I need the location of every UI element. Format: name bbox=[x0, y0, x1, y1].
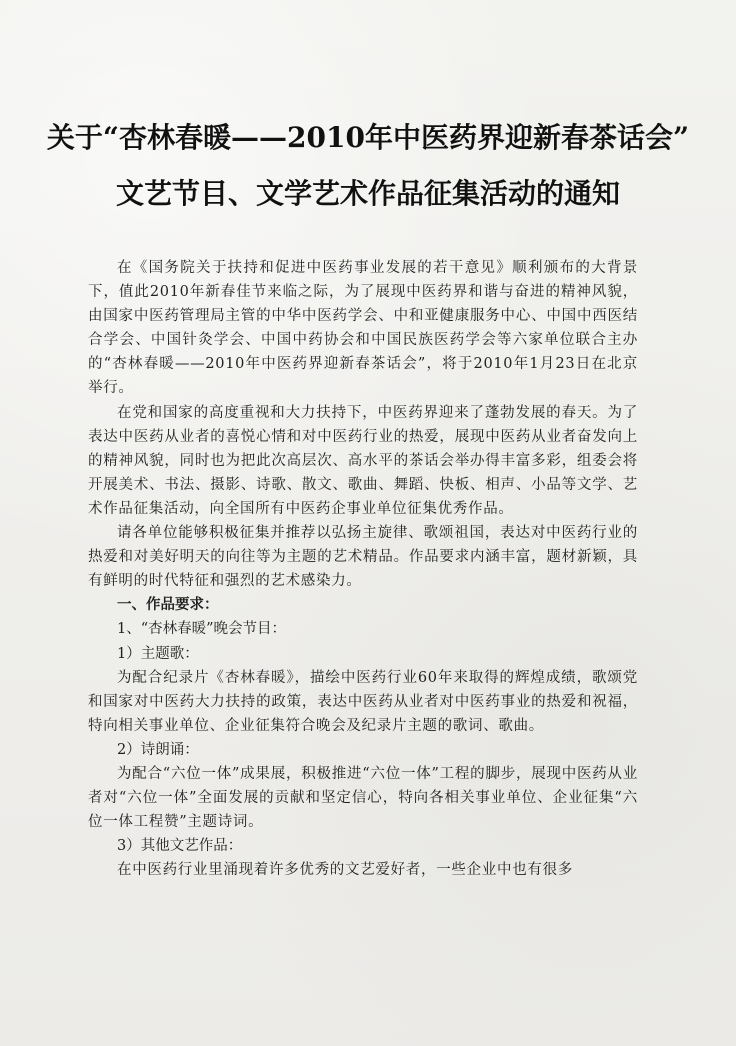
item-heading-gala-program: 1、“杏林春暖”晚会节目： bbox=[117, 621, 287, 638]
paragraph-request: 请各单位能够积极征集并推荐以弘扬主旋律、歌颂祖国，表达对中医药行业的热爱和对美好明天的向往等为主题的艺术精品。作品要求内涵丰富，题材新颖，具有鲜明的时代特征和强烈的艺术感染力。 bbox=[88, 525, 638, 590]
section-heading-requirements: 一、作品要求： bbox=[117, 596, 219, 614]
subitem-text-other-works: 在中医药行业里涌现着许多优秀的文艺爱好者，一些企业中也有很多 bbox=[117, 862, 573, 879]
document-title-line-1: 关于“杏林春暖——2010年中医药界迎新春茶话会” bbox=[46, 121, 690, 154]
document-body bbox=[88, 256, 638, 882]
document-title-line-2: 文艺节目、文学艺术作品征集活动的通知 bbox=[115, 177, 620, 210]
subitem-heading-theme-song: 1）主题歌： bbox=[117, 645, 199, 662]
subitem-heading-other-works: 3）其他文艺作品： bbox=[117, 838, 243, 855]
subitem-heading-poetry-recital: 2）诗朗诵： bbox=[117, 741, 199, 758]
paragraph-background: 在《国务院关于扶持和促进中医药事业发展的若干意见》顺利颁布的大背景下，值此2010年新春佳节来临之际，为了展现中医药界和谐与奋进的精神风貌，由国家中医药管理局主管的中华中医药学会、中和亚健康服务中心、中国中西医结合学会、中国针灸学会、中国中药协会和中国民族医药学会等六家单位联合主办的“杏林春暖——2010年中医药界迎新春茶话会”，将于2010年1月23日在北京举行。 bbox=[88, 260, 638, 397]
subitem-text-poetry-recital: 为配合“六位一体”成果展，积极推进“六位一体”工程的脚步，展现中医药从业者对“六位一体”全面发展的贡献和坚定信心，特向各相关事业单位、企业征集“六位一体工程赞”主题诗词。 bbox=[88, 765, 638, 831]
paragraph-purpose: 在党和国家的高度重视和大力扶持下，中医药界迎来了蓬勃发展的春天。为了表达中医药从业者的喜悦心情和对中医药行业的热爱，展现中医药从业者奋发向上的精神风貌，同时也为把此次高层次、高水平的茶话会举办得丰富多彩，组委会将开展美术、书法、摄影、诗歌、散文、歌曲、舞蹈、快板、相声、小品等文学、艺术作品征集活动，向全国所有中医药企事业单位征集优秀作品。 bbox=[88, 404, 638, 517]
subitem-text-theme-song: 为配合纪录片《杏林春暖》，描绘中医药行业60年来取得的辉煌成绩，歌颂党和国家对中医药大力扶持的政策，表达中医药从业者对中医药事业的热爱和祝福，特向相关事业单位、企业征集符合晚会及纪录片主题的歌词、歌曲。 bbox=[88, 669, 638, 734]
